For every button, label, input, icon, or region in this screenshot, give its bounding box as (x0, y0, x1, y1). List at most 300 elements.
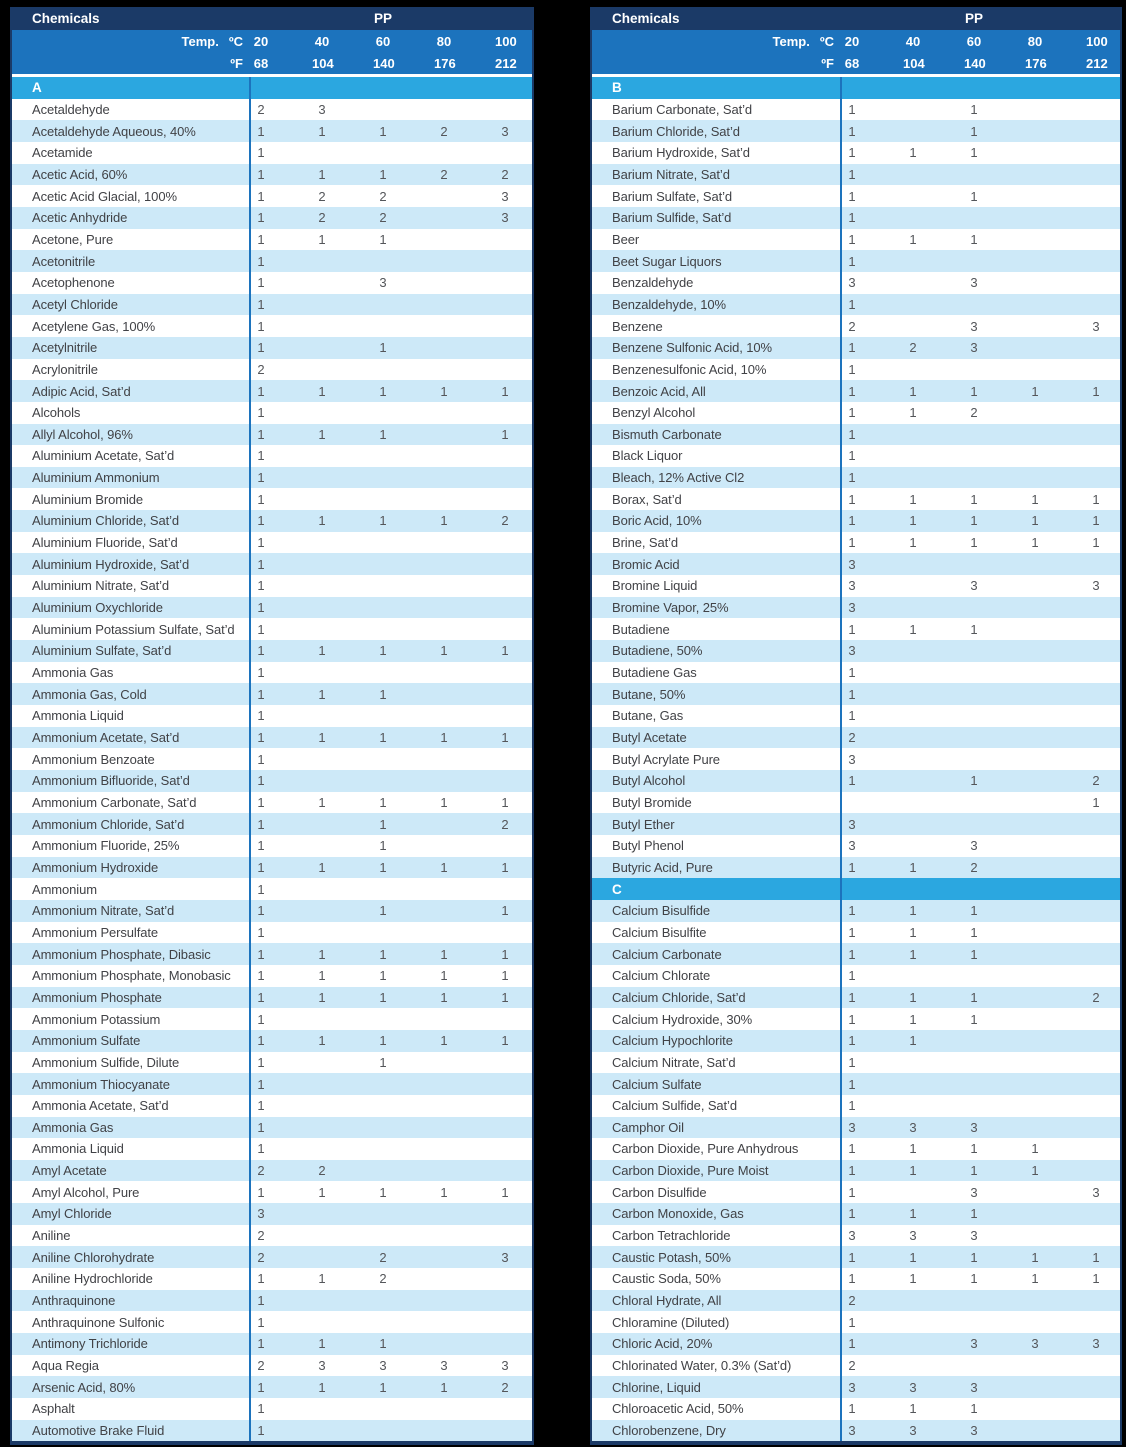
rating-col (495, 1268, 532, 1290)
rating-value: 1 (848, 535, 856, 551)
compatibility-table-panel-left (10, 7, 534, 1445)
rating-col (1025, 164, 1086, 186)
material-header-col (1025, 11, 1086, 26)
rating-col (495, 575, 532, 597)
rating-col (1025, 1311, 1086, 1333)
rating-value: 1 (318, 730, 326, 746)
rating-col (964, 1008, 1025, 1030)
rating-col (251, 1398, 312, 1420)
rating-values (840, 164, 1120, 186)
rating-col (373, 965, 434, 987)
chemical-name: Calcium Hypochlorite (612, 1033, 733, 1049)
rating-col (842, 640, 903, 662)
rating-col (434, 640, 495, 662)
rating-col (903, 272, 964, 294)
rating-col (312, 229, 373, 251)
table-row (592, 1225, 1120, 1247)
table-row (592, 294, 1120, 316)
chemical-name: Acetone, Pure (32, 231, 114, 247)
rating-col (1025, 1333, 1086, 1355)
rating-col (373, 1203, 434, 1225)
rating-col (903, 1030, 964, 1052)
rating-col (373, 1008, 434, 1030)
rating-col (495, 965, 532, 987)
rating-value: 1 (970, 491, 978, 507)
rating-col (964, 402, 1025, 424)
rating-col (903, 294, 964, 316)
rating-value: 1 (501, 426, 509, 442)
rating-values (840, 445, 1120, 467)
rating-col (1025, 662, 1086, 684)
chemical-name: Allyl Alcohol, 96% (32, 426, 133, 442)
rating-value: 1 (379, 730, 387, 746)
rating-col (964, 229, 1025, 251)
rating-col (495, 1160, 532, 1182)
rating-col (434, 488, 495, 510)
table-row (12, 727, 532, 749)
rating-value: 1 (257, 730, 265, 746)
rating-col (1086, 207, 1120, 229)
chemical-name: Ammonia Acetate, Sat’d (32, 1098, 169, 1114)
chemical-name: Ammonia Liquid (32, 708, 124, 724)
section-header-row (12, 77, 532, 99)
rating-value: 1 (257, 166, 265, 182)
rating-values (840, 922, 1120, 944)
rating-col (1025, 943, 1086, 965)
rating-value: 3 (970, 1119, 978, 1135)
rating-col (903, 229, 964, 251)
celsius-symbol: ºC (228, 33, 243, 49)
rating-value: 1 (440, 946, 448, 962)
rating-value: 1 (257, 794, 265, 810)
rating-value: 3 (970, 275, 978, 291)
rating-col (964, 1246, 1025, 1268)
rating-col (312, 337, 373, 359)
rating-value: 1 (257, 1098, 265, 1114)
rating-col (251, 792, 312, 814)
rating-col (903, 683, 964, 705)
table-row (592, 943, 1120, 965)
table-body (592, 77, 1120, 1441)
rating-col (495, 792, 532, 814)
fahrenheit-label-cell (592, 56, 840, 71)
table-row (12, 467, 532, 489)
chemical-name: Benzene Sulfonic Acid, 10% (612, 340, 773, 356)
rating-col (312, 250, 373, 272)
rating-values (249, 424, 532, 446)
rating-value: 2 (848, 1293, 856, 1309)
rating-col (1086, 835, 1120, 857)
celsius-col (903, 34, 964, 49)
rating-values (840, 987, 1120, 1009)
table-row (592, 229, 1120, 251)
rating-value: 1 (379, 123, 387, 139)
chemical-name: Black Liquor (612, 448, 683, 464)
rating-col (1025, 359, 1086, 381)
table-row (592, 1398, 1120, 1420)
rating-values (840, 683, 1120, 705)
rating-value: 1 (848, 1076, 856, 1092)
rating-values (840, 207, 1120, 229)
chemical-name: Acetic Acid Glacial, 100% (32, 188, 177, 204)
rating-value: 1 (440, 968, 448, 984)
rating-values (840, 1225, 1120, 1247)
rating-value: 1 (1031, 535, 1039, 551)
rating-values (249, 1355, 532, 1377)
table-row (12, 1246, 532, 1268)
table-row (12, 1225, 532, 1247)
rating-col (903, 705, 964, 727)
rating-value: 2 (379, 1249, 387, 1265)
rating-col (842, 272, 903, 294)
rating-value: 1 (318, 513, 326, 529)
chemical-name: Adipic Acid, Sat’d (32, 383, 131, 399)
chemical-name: Anthraquinone (32, 1293, 116, 1309)
rating-col (1086, 1138, 1120, 1160)
rating-value: 3 (970, 1423, 978, 1439)
rating-col (373, 207, 434, 229)
rating-col (842, 1398, 903, 1420)
rating-col (373, 510, 434, 532)
chemical-name: Barium Sulfate, Sat’d (612, 188, 733, 204)
rating-col (1025, 207, 1086, 229)
rating-col (964, 813, 1025, 835)
rating-value: 1 (379, 859, 387, 875)
rating-value: 3 (440, 1358, 448, 1374)
rating-value: 3 (970, 1228, 978, 1244)
rating-col (903, 380, 964, 402)
table-body (12, 77, 532, 1441)
rating-col (312, 207, 373, 229)
table-row (592, 662, 1120, 684)
rating-col (495, 402, 532, 424)
rating-values (249, 120, 532, 142)
celsius-symbol: ºC (819, 33, 834, 49)
chemical-name: Acetic Acid, 60% (32, 166, 128, 182)
table-row (592, 99, 1120, 121)
rating-col (251, 987, 312, 1009)
rating-col (964, 1073, 1025, 1095)
chemical-name: Chlorobenzene, Dry (612, 1423, 726, 1439)
rating-col (1086, 1095, 1120, 1117)
rating-col (964, 922, 1025, 944)
rating-col (842, 1181, 903, 1203)
rating-col (312, 965, 373, 987)
rating-value: 3 (379, 1358, 387, 1374)
rating-values (840, 618, 1120, 640)
rating-value: 2 (257, 1228, 265, 1244)
rating-col (842, 575, 903, 597)
rating-col (1025, 1052, 1086, 1074)
chemical-name: Chloroacetic Acid, 50% (612, 1401, 744, 1417)
rating-col (312, 1203, 373, 1225)
rating-col (495, 748, 532, 770)
rating-col (842, 813, 903, 835)
rating-value: 3 (501, 188, 509, 204)
rating-value: 3 (848, 578, 856, 594)
rating-values (249, 532, 532, 554)
rating-value: 3 (1092, 578, 1100, 594)
rating-col (903, 900, 964, 922)
rating-col (903, 207, 964, 229)
rating-col (251, 272, 312, 294)
rating-value: 1 (257, 145, 265, 161)
rating-col (842, 1095, 903, 1117)
rating-value: 1 (318, 1336, 326, 1352)
rating-values (840, 835, 1120, 857)
rating-values (840, 1095, 1120, 1117)
rating-values (249, 1311, 532, 1333)
celsius-col (842, 34, 903, 49)
rating-col (842, 1117, 903, 1139)
rating-value: 1 (257, 989, 265, 1005)
chemical-name: Acetonitrile (32, 253, 96, 269)
rating-col (373, 1138, 434, 1160)
chemical-name: Benzenesulfonic Acid, 10% (612, 361, 767, 377)
rating-col (495, 943, 532, 965)
rating-value: 1 (257, 1141, 265, 1157)
chemical-name: Chloramine (Diluted) (612, 1314, 730, 1330)
rating-col (373, 770, 434, 792)
rating-value: 1 (1092, 1271, 1100, 1287)
rating-value: 1 (379, 231, 387, 247)
rating-value: 1 (257, 751, 265, 767)
rating-col (1086, 922, 1120, 944)
chemical-name: Aluminium Bromide (32, 491, 144, 507)
table-row (12, 315, 532, 337)
celsius-value: 40 (905, 33, 921, 49)
rating-col (842, 857, 903, 879)
rating-col (964, 748, 1025, 770)
rating-col (373, 1073, 434, 1095)
rating-value: 1 (909, 1163, 917, 1179)
rating-col (1025, 272, 1086, 294)
rating-value: 3 (970, 838, 978, 854)
rating-value: 1 (848, 1401, 856, 1417)
chemical-name: Ammonium Fluoride, 25% (32, 838, 180, 854)
rating-value: 3 (970, 1184, 978, 1200)
chemical-name: Arsenic Acid, 80% (32, 1379, 136, 1395)
rating-col (495, 142, 532, 164)
chemical-name: Acetaldehyde (32, 101, 110, 117)
rating-col (964, 1095, 1025, 1117)
chemical-name: Aqua Regia (32, 1358, 99, 1374)
rating-value: 2 (257, 1163, 265, 1179)
rating-value: 1 (257, 816, 265, 832)
rating-col (903, 922, 964, 944)
rating-value: 1 (379, 1184, 387, 1200)
rating-col (903, 1333, 964, 1355)
rating-values (249, 142, 532, 164)
rating-col (1086, 424, 1120, 446)
rating-col (312, 359, 373, 381)
rating-col (964, 424, 1025, 446)
rating-col (312, 272, 373, 294)
rating-col (495, 467, 532, 489)
rating-values (840, 662, 1120, 684)
rating-col (1025, 727, 1086, 749)
rating-col (1025, 1420, 1086, 1442)
rating-col (842, 1073, 903, 1095)
rating-value: 1 (1031, 491, 1039, 507)
rating-col (495, 1181, 532, 1203)
rating-values (840, 1073, 1120, 1095)
rating-values (249, 1095, 532, 1117)
chemical-name: Bismuth Carbonate (612, 426, 722, 442)
rating-col (964, 164, 1025, 186)
rating-col (251, 488, 312, 510)
rating-values (840, 1376, 1120, 1398)
rating-col (903, 1420, 964, 1442)
rating-col (1086, 272, 1120, 294)
rating-col (312, 120, 373, 142)
rating-col (251, 337, 312, 359)
rating-value: 1 (848, 1206, 856, 1222)
rating-col (964, 99, 1025, 121)
rating-value: 2 (501, 816, 509, 832)
table-row (592, 359, 1120, 381)
rating-values (840, 1052, 1120, 1074)
material-header-area (840, 11, 1120, 26)
rating-col (903, 597, 964, 619)
rating-col (964, 1376, 1025, 1398)
table-row (12, 1117, 532, 1139)
table-row (592, 727, 1120, 749)
rating-col (312, 1398, 373, 1420)
fahrenheit-symbol: ºF (230, 55, 243, 71)
rating-col (373, 1160, 434, 1182)
table-row (12, 229, 532, 251)
chemical-name: Ammonium Sulfide, Dilute (32, 1054, 180, 1070)
rating-value: 1 (848, 1249, 856, 1265)
rating-value: 1 (379, 166, 387, 182)
rating-value: 1 (501, 968, 509, 984)
rating-col (1025, 229, 1086, 251)
chemical-name: Ammonium Bifluoride, Sat’d (32, 773, 190, 789)
rating-col (312, 662, 373, 684)
rating-value: 1 (848, 903, 856, 919)
rating-value: 1 (848, 513, 856, 529)
rating-col (434, 835, 495, 857)
rating-values (249, 1052, 532, 1074)
rating-values (840, 727, 1120, 749)
rating-col (495, 120, 532, 142)
chemical-name: Aluminium Sulfate, Sat’d (32, 643, 172, 659)
table-row (592, 1138, 1120, 1160)
chemical-name: Calcium Sulfate (612, 1076, 702, 1092)
table-row (12, 164, 532, 186)
rating-value: 1 (970, 535, 978, 551)
rating-col (373, 662, 434, 684)
rating-col (373, 813, 434, 835)
rating-value: 1 (257, 686, 265, 702)
temp-label-cell (592, 34, 840, 49)
table-row (592, 683, 1120, 705)
celsius-value: 100 (1086, 33, 1108, 49)
fahrenheit-symbol: ºF (821, 55, 834, 71)
rating-values (840, 488, 1120, 510)
chemical-name: Butyl Bromide (612, 794, 692, 810)
rating-col (1025, 813, 1086, 835)
rating-value: 1 (257, 1033, 265, 1049)
rating-col (1025, 380, 1086, 402)
rating-col (373, 943, 434, 965)
rating-col (964, 467, 1025, 489)
chemical-name: Aluminium Fluoride, Sat’d (32, 535, 178, 551)
rating-value: 1 (379, 426, 387, 442)
rating-value: 1 (970, 924, 978, 940)
rating-value: 3 (1092, 1184, 1100, 1200)
rating-value: 3 (501, 1358, 509, 1374)
rating-col (1025, 1355, 1086, 1377)
rating-col (842, 727, 903, 749)
rating-col (1086, 1290, 1120, 1312)
rating-col (1086, 445, 1120, 467)
rating-value: 1 (257, 556, 265, 572)
rating-values (840, 99, 1120, 121)
rating-col (1025, 705, 1086, 727)
rating-values (249, 1138, 532, 1160)
rating-col (251, 250, 312, 272)
rating-value: 2 (1092, 989, 1100, 1005)
rating-value: 3 (257, 1206, 265, 1222)
rating-col (964, 532, 1025, 554)
rating-col (434, 1095, 495, 1117)
chemical-name: Ammonia Gas, Cold (32, 686, 147, 702)
rating-col (1086, 1398, 1120, 1420)
rating-col (495, 1073, 532, 1095)
rating-values (249, 488, 532, 510)
rating-col (842, 402, 903, 424)
rating-value: 2 (440, 123, 448, 139)
rating-value: 1 (257, 1293, 265, 1309)
rating-value: 1 (848, 665, 856, 681)
rating-value: 3 (1031, 1336, 1039, 1352)
rating-col (964, 120, 1025, 142)
rating-col (312, 618, 373, 640)
rating-value: 1 (257, 253, 265, 269)
celsius-col (434, 34, 495, 49)
rating-value: 1 (257, 1054, 265, 1070)
rating-col (1086, 987, 1120, 1009)
rating-value: 1 (257, 1314, 265, 1330)
rating-values (840, 1398, 1120, 1420)
rating-col (495, 835, 532, 857)
rating-value: 1 (257, 275, 265, 291)
rating-col (1025, 467, 1086, 489)
rating-col (964, 359, 1025, 381)
table-row (592, 1117, 1120, 1139)
rating-values (840, 315, 1120, 337)
rating-values (840, 640, 1120, 662)
chemical-name: Calcium Chlorate (612, 968, 711, 984)
rating-col (1025, 640, 1086, 662)
rating-value: 1 (257, 491, 265, 507)
chemical-name: Ammonium Benzoate (32, 751, 155, 767)
rating-col (373, 835, 434, 857)
rating-col (1025, 1203, 1086, 1225)
rating-col (434, 900, 495, 922)
rating-col (903, 1095, 964, 1117)
table-row (12, 1376, 532, 1398)
rating-value: 2 (501, 166, 509, 182)
rating-value: 2 (970, 859, 978, 875)
rating-col (1025, 618, 1086, 640)
rating-value: 3 (379, 275, 387, 291)
rating-value: 1 (848, 1033, 856, 1049)
rating-values (249, 705, 532, 727)
rating-value: 1 (257, 665, 265, 681)
